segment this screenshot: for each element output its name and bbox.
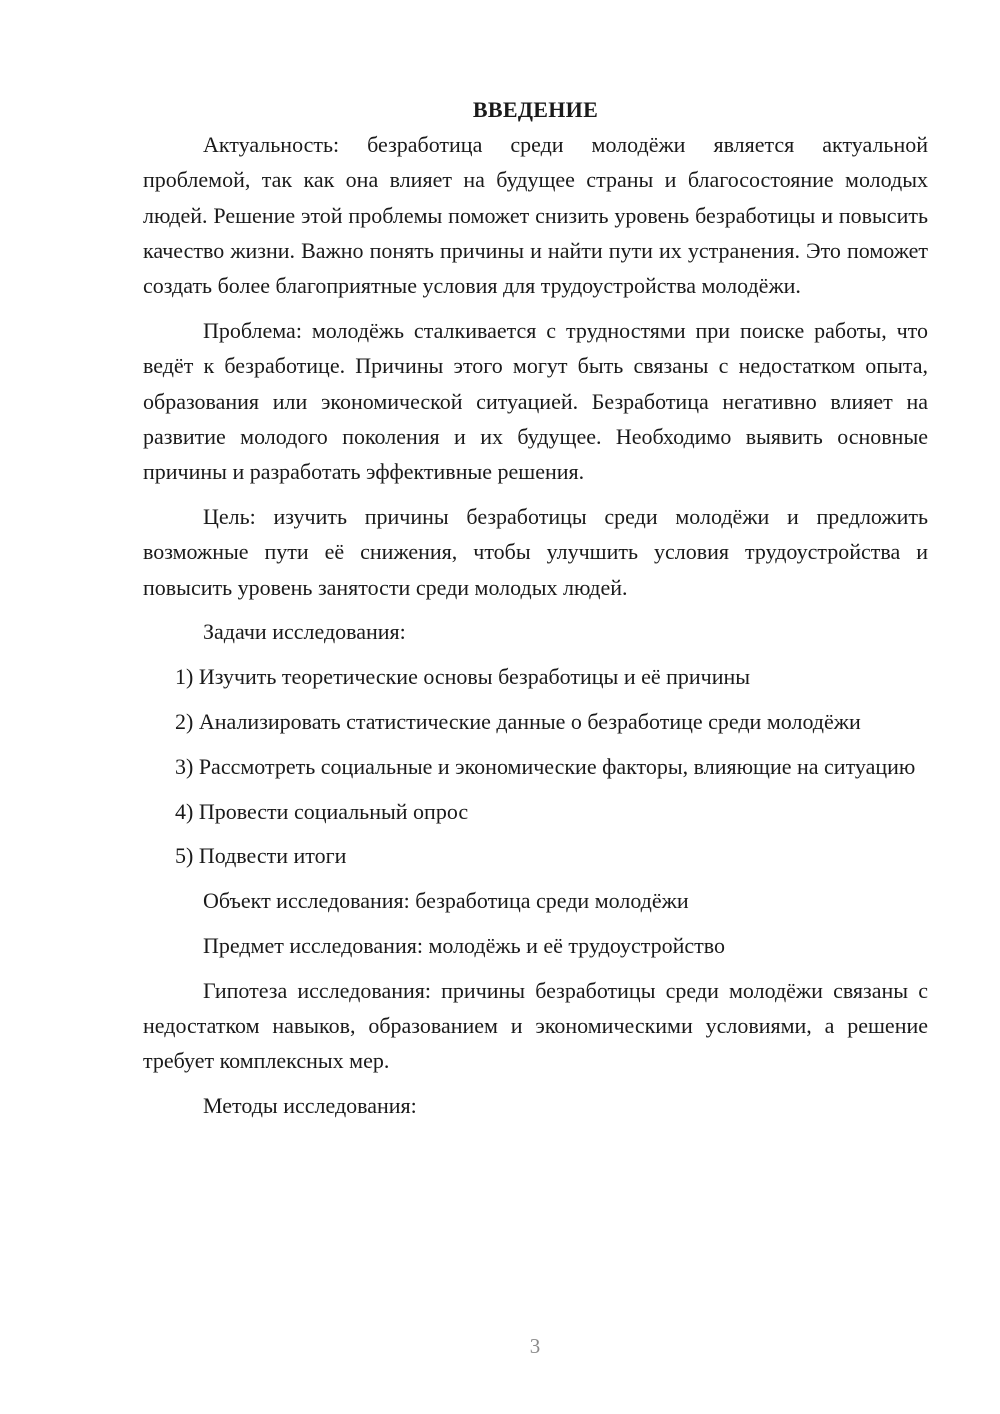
task-item-3: 3) Рассмотреть социальные и экономические факторы, влияющие на ситуацию <box>175 753 916 779</box>
page-number: 3 <box>529 1334 541 1358</box>
paragraph-tasks-heading: Задачи исследования: <box>203 619 406 645</box>
paragraph-research-object: Объект исследования: безработица среди молодёжи <box>203 888 689 914</box>
task-item-1: 1) Изучить теоретические основы безработицы и её причины <box>175 664 751 690</box>
paragraph-research-subject: Предмет исследования: молодёжь и её трудоустройство <box>203 932 726 958</box>
paragraph-problem: Проблема: молодёжь сталкивается с трудностями при поиске работы, что ведёт к безработице. Причины этого могут быть связаны с недостатком опыта, образования или экономической ситуацией. Безработица негативно влияет на развитие молодого поколения и их будущее. Необходимо выявить основные причины и разработать эффективные решения. <box>143 317 928 485</box>
task-item-4: 4) Провести социальный опрос <box>175 798 469 824</box>
task-item-5: 5) Подвести итоги <box>175 843 347 869</box>
paragraph-goal: Цель: изучить причины безработицы среди молодёжи и предложить возможные пути её снижения, чтобы улучшить условия трудоустройства и повысить уровень занятости среди молодых людей. <box>143 503 928 600</box>
paragraph-hypothesis: Гипотеза исследования: причины безработицы среди молодёжи связаны с недостатком навыков, образованием и экономическими условиями, а решение требует комплексных мер. <box>143 977 928 1074</box>
section-title: ВВЕДЕНИЕ <box>472 97 599 122</box>
paragraph-methods: Методы исследования: <box>203 1093 417 1119</box>
task-item-2: 2) Анализировать статистические данные о безработице среди молодёжи <box>175 708 861 734</box>
document-page <box>143 92 928 1133</box>
paragraph-relevance: Актуальность: безработица среди молодёжи является актуальной проблемой, так как она влияет на будущее страны и благосостояние молодых людей. Решение этой проблемы поможет снизить уровень безработицы и повысить качество жизни. Важно понять причины и найти пути их устранения. Это поможет создать более благоприятные условия для трудоустройства молодёжи. <box>143 132 928 299</box>
